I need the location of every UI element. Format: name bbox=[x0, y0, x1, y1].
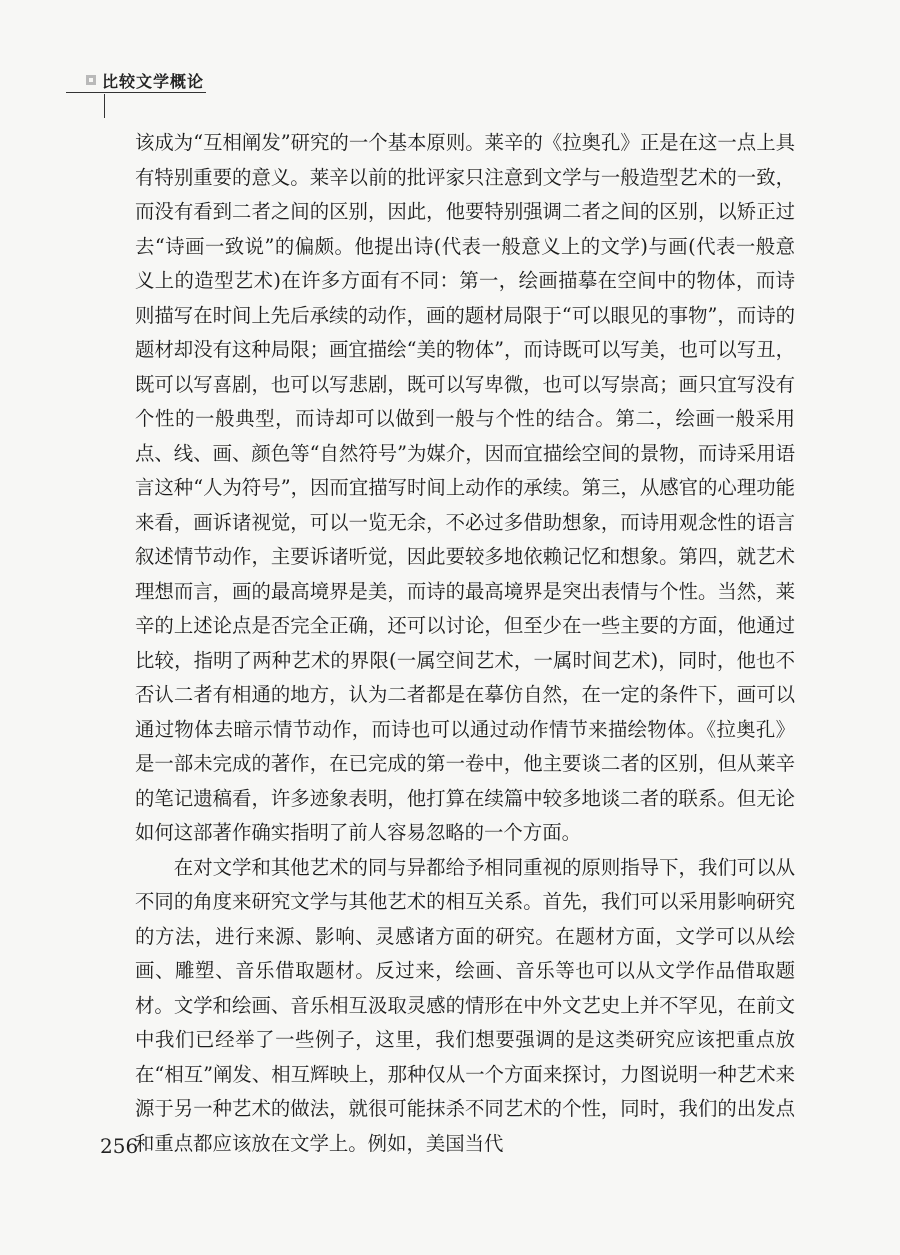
running-header bbox=[66, 70, 866, 100]
header-vertical-rule bbox=[104, 94, 105, 118]
paragraph-continued: 该成为“互相阐发”研究的一个基本原则。莱辛的《拉奥孔》正是在这一点上具有特别重要的意义。莱辛以前的批评家只注意到文学与一般造型艺术的一致，而没有看到二者之间的区别，因此，他要特别强调二者之间的区别，以矫正过去“诗画一致说”的偏颇。他提出诗(代表一般意义上的文学)与画(代表一般意义上的造型艺术)在许多方面有不同：第一，绘画描摹在空间中的物体，而诗则描写在时间上先后承续的动作，画的题材局限于“可以眼见的事物”，而诗的题材却没有这种局限；画宜描绘“美的物体”，而诗既可以写美，也可以写丑，既可以写喜剧，也可以写悲剧，既可以写卑微，也可以写崇高；画只宜写没有个性的一般典型，而诗却可以做到一般与个性的结合。第二，绘画一般采用点、线、画、颜色等“自然符号”为媒介，因而宜描绘空间的景物，而诗采用语言这种“人为符号”，因而宜描写时间上动作的承续。第三，从感官的心理功能来看，画诉诸视觉，可以一览无余，不必过多借助想象，而诗用观念性的语言叙述情节动作，主要诉诸听觉，因此要较多地依赖记忆和想象。第四，就艺术理想而言，画的最高境界是美，而诗的最高境界是突出表情与个性。当然，莱辛的上述论点是否完全正确，还可以讨论，但至少在一些主要的方面，他通过比较，指明了两种艺术的界限(一属空间艺术，一属时间艺术)，同时，他也不否认二者有相通的地方，认为二者都是在摹仿自然，在一定的条件下，画可以通过物体去暗示情节动作，而诗也可以通过动作情节来描绘物体。《拉奥孔》是一部未完成的著作，在已完成的第一卷中，他主要谈二者的区别，但从莱辛的笔记遗稿看，许多迹象表明，他打算在续篇中较多地谈二者的联系。但无论如何这部著作确实指明了前人容易忽略的一个方面。 bbox=[135, 131, 795, 844]
page-body bbox=[135, 126, 795, 1161]
header-rule bbox=[66, 92, 206, 93]
book-title: 比较文学概论 bbox=[102, 72, 205, 91]
page-number: 256 bbox=[100, 1134, 139, 1158]
paragraph: 在对文学和其他艺术的同与异都给予相同重视的原则指导下，我们可以从不同的角度来研究文学与其他艺术的相互关系。首先，我们可以采用影响研究的方法，进行来源、影响、灵感诸方面的研究。在题材方面，文学可以从绘画、雕塑、音乐借取题材。反过来，绘画、音乐等也可以从文学作品借取题材。文学和绘画、音乐相互汲取灵感的情形在中外文艺史上并不罕见，在前文中我们已经举了一些例子，这里，我们想要强调的是这类研究应该把重点放在“相互”阐发、相互辉映上，那种仅从一个方面来探讨，力图说明一种艺术来源于另一种艺术的做法，就很可能抹杀不同艺术的个性，同时，我们的出发点和重点都应该放在文学上。例如，美国当代 bbox=[135, 855, 795, 1155]
header-square-icon bbox=[86, 75, 96, 85]
